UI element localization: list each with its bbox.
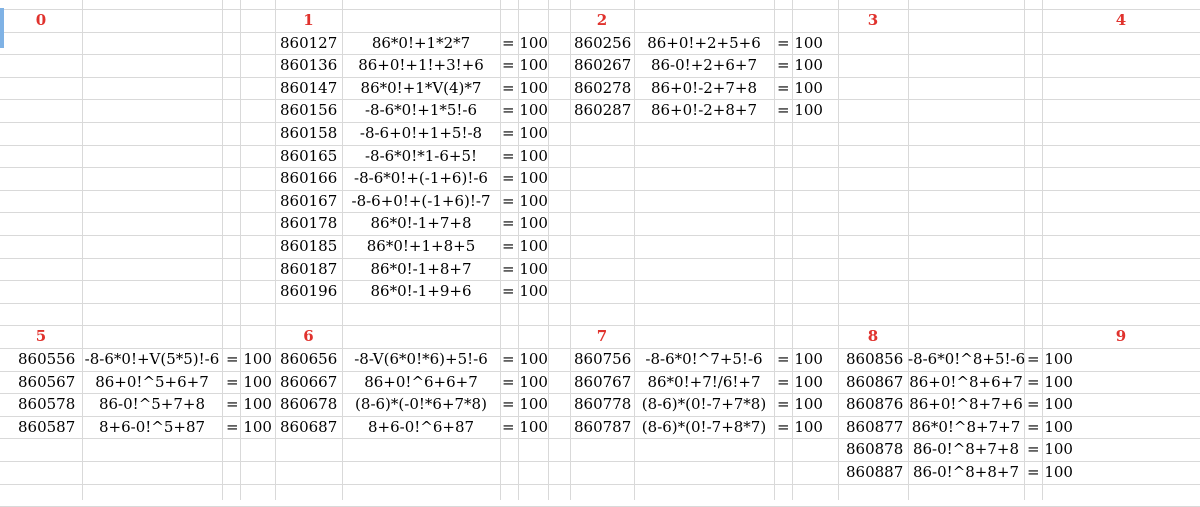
expression-cell[interactable]: -8-6+0!+1+5!-8 [359, 124, 483, 142]
result-cell[interactable]: = 100 [777, 395, 823, 413]
code-cell[interactable]: 860756 [574, 350, 632, 368]
expression-cell[interactable]: -8-6*0!+(-1+6)!-6 [354, 169, 488, 187]
expression-cell[interactable]: -8-6*0!^8+5!-6 [908, 350, 1026, 368]
result-cell[interactable]: = 100 [502, 192, 548, 210]
expression-cell[interactable]: 86-0!^8+8+7 [912, 463, 1020, 481]
expression-cell[interactable]: -8-6*0!^7+5!-6 [645, 350, 763, 368]
result-cell[interactable]: = 100 [502, 214, 548, 232]
grid-column-line [838, 0, 839, 500]
grid-row-line [0, 190, 1200, 191]
result-cell[interactable]: = 100 [777, 101, 823, 119]
expression-cell[interactable]: 8+6-0!^5+87 [98, 418, 206, 436]
result-cell[interactable]: = 100 [777, 79, 823, 97]
code-cell[interactable]: 860667 [280, 373, 338, 391]
expression-cell[interactable]: 86+0!^8+6+7 [909, 373, 1023, 391]
expression-cell[interactable]: 86*0!-1+7+8 [370, 214, 472, 232]
code-cell[interactable]: 860678 [280, 395, 338, 413]
code-cell[interactable]: 860578 [18, 395, 76, 413]
code-cell[interactable]: 860856 [846, 350, 904, 368]
result-cell[interactable]: = 100 [226, 395, 272, 413]
code-cell[interactable]: 860556 [18, 350, 76, 368]
expression-cell[interactable]: -8-6*0!+1*5!-6 [364, 101, 478, 119]
grid-column-line [570, 0, 571, 500]
expression-cell[interactable]: 86-0!^5+7+8 [98, 395, 206, 413]
grid-row-line [0, 167, 1200, 168]
result-cell[interactable]: = 100 [1027, 463, 1073, 481]
code-cell[interactable]: 860278 [574, 79, 632, 97]
result-cell[interactable]: = 100 [777, 350, 823, 368]
expression-cell[interactable]: -8-6*0!*1-6+5! [364, 147, 478, 165]
code-cell[interactable]: 860587 [18, 418, 76, 436]
code-cell[interactable]: 860787 [574, 418, 632, 436]
expression-cell[interactable]: -8-6+0!+(-1+6)!-7 [351, 192, 491, 210]
expression-cell[interactable]: 86*0!+1*V(4)*7 [360, 79, 482, 97]
code-cell[interactable]: 860867 [846, 373, 904, 391]
grid-row-line [0, 235, 1200, 236]
result-cell[interactable]: = 100 [777, 373, 823, 391]
grid-row-line [0, 280, 1200, 281]
expression-cell[interactable]: 86*0!-1+9+6 [370, 282, 472, 300]
result-cell[interactable]: = 100 [502, 373, 548, 391]
code-cell[interactable]: 860877 [846, 418, 904, 436]
expression-cell[interactable]: 86*0!-1+8+7 [370, 260, 472, 278]
code-cell[interactable]: 860876 [846, 395, 904, 413]
result-cell[interactable]: = 100 [502, 56, 548, 74]
code-cell[interactable]: 860185 [280, 237, 338, 255]
expression-cell[interactable]: 86+0!^8+7+6 [909, 395, 1023, 413]
expression-cell[interactable]: 86+0!^6+6+7 [364, 373, 478, 391]
expression-cell[interactable]: 86+0!-2+8+7 [650, 101, 758, 119]
code-cell[interactable]: 860656 [280, 350, 338, 368]
result-cell[interactable]: = 100 [502, 34, 548, 52]
result-cell[interactable]: = 100 [777, 34, 823, 52]
code-cell[interactable]: 860878 [846, 440, 904, 458]
result-cell[interactable]: = 100 [1027, 418, 1073, 436]
code-cell[interactable]: 860156 [280, 101, 338, 119]
grid-column-line [222, 0, 223, 500]
group-header-7[interactable]: 7 [596, 327, 608, 345]
group-header-6[interactable]: 6 [303, 327, 314, 345]
result-cell[interactable]: = 100 [502, 418, 548, 436]
expression-cell[interactable]: 86+0!+2+5+6 [647, 34, 761, 52]
grid-row-line [0, 145, 1200, 146]
group-header-1[interactable]: 1 [303, 11, 314, 29]
code-cell[interactable]: 860196 [280, 282, 338, 300]
expression-cell[interactable]: 86-0!+2+6+7 [650, 56, 758, 74]
result-cell[interactable]: = 100 [502, 101, 548, 119]
code-cell[interactable]: 860687 [280, 418, 338, 436]
expression-cell[interactable]: 86*0!+7!/6!+7 [647, 373, 761, 391]
result-cell[interactable]: = 100 [502, 282, 548, 300]
expression-cell[interactable]: (8-6)*(0!-7+8*7) [641, 418, 767, 436]
group-header-0[interactable]: 0 [35, 11, 47, 29]
expression-cell[interactable]: (8-6)*(0!-7+7*8) [641, 395, 767, 413]
expression-cell[interactable]: 86+0!-2+7+8 [650, 79, 758, 97]
result-cell[interactable]: = 100 [1027, 440, 1073, 458]
expression-cell[interactable]: -8-6*0!+V(5*5)!-6 [84, 350, 220, 368]
code-cell[interactable]: 860166 [280, 169, 338, 187]
code-cell[interactable]: 860165 [280, 147, 338, 165]
grid-column-line [1024, 0, 1025, 500]
expression-cell[interactable]: 8+6-0!^6+87 [367, 418, 475, 436]
code-cell[interactable]: 860267 [574, 56, 632, 74]
code-cell[interactable]: 860136 [280, 56, 338, 74]
grid-row-line [0, 212, 1200, 213]
result-cell[interactable]: = 100 [1027, 395, 1073, 413]
result-cell[interactable]: = 100 [502, 79, 548, 97]
group-header-3[interactable]: 3 [867, 11, 879, 29]
grid-column-line [774, 0, 775, 500]
grid-row-line [0, 258, 1200, 259]
group-header-9[interactable]: 9 [1115, 327, 1127, 345]
result-cell[interactable]: = 100 [226, 350, 272, 368]
result-cell[interactable]: = 100 [777, 418, 823, 436]
grid-row-line [0, 122, 1200, 123]
expression-cell[interactable]: 86-0!^8+7+8 [912, 440, 1020, 458]
result-cell[interactable]: = 100 [1027, 350, 1073, 368]
expression-cell[interactable]: (8-6)*(-0!*6+7*8) [355, 395, 487, 413]
result-cell[interactable]: = 100 [777, 56, 823, 74]
code-cell[interactable]: 860567 [18, 373, 76, 391]
result-cell[interactable]: = 100 [502, 124, 548, 142]
result-cell[interactable]: = 100 [502, 260, 548, 278]
expression-cell[interactable]: 86+0!^5+6+7 [95, 373, 209, 391]
result-cell[interactable]: = 100 [1027, 373, 1073, 391]
code-cell[interactable]: 860767 [574, 373, 632, 391]
code-cell[interactable]: 860887 [846, 463, 904, 481]
result-cell[interactable]: = 100 [226, 373, 272, 391]
code-cell[interactable]: 860127 [280, 34, 338, 52]
expression-cell[interactable]: 86*0!+1+8+5 [366, 237, 476, 255]
group-header-8[interactable]: 8 [867, 327, 879, 345]
expression-cell[interactable]: 86*0!^8+7+7 [911, 418, 1021, 436]
result-cell[interactable]: = 100 [226, 418, 272, 436]
group-header-2[interactable]: 2 [596, 11, 608, 29]
code-cell[interactable]: 860187 [280, 260, 338, 278]
code-cell[interactable]: 860147 [280, 79, 338, 97]
code-cell[interactable]: 860778 [574, 395, 632, 413]
grid-column-line [500, 0, 501, 500]
group-header-5[interactable]: 5 [35, 327, 47, 345]
group-header-4[interactable]: 4 [1115, 11, 1127, 29]
result-cell[interactable]: = 100 [502, 147, 548, 165]
grid-row-line [0, 484, 1200, 485]
grid-row-line [0, 303, 1200, 304]
code-cell[interactable]: 860158 [280, 124, 338, 142]
result-cell[interactable]: = 100 [502, 169, 548, 187]
expression-cell[interactable]: 86*0!+1*2*7 [371, 34, 471, 52]
expression-cell[interactable]: 86+0!+1!+3!+6 [358, 56, 484, 74]
code-cell[interactable]: 860167 [280, 192, 338, 210]
result-cell[interactable]: = 100 [502, 237, 548, 255]
expression-cell[interactable]: -8-V(6*0!*6)+5!-6 [354, 350, 488, 368]
result-cell[interactable]: = 100 [502, 395, 548, 413]
result-cell[interactable]: = 100 [502, 350, 548, 368]
code-cell[interactable]: 860287 [574, 101, 632, 119]
code-cell[interactable]: 860256 [574, 34, 632, 52]
code-cell[interactable]: 860178 [280, 214, 338, 232]
